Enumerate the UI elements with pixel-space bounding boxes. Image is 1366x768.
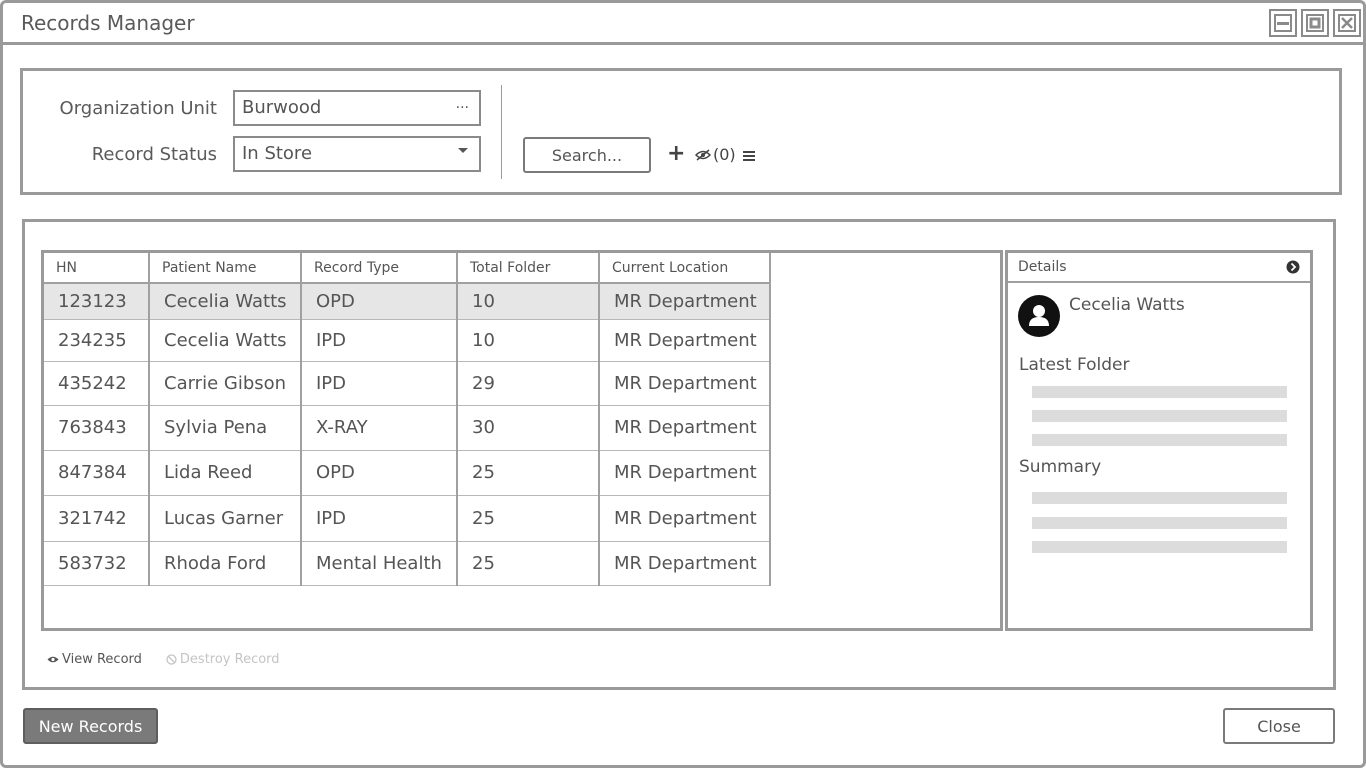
patient-name: Cecelia Watts [1069,295,1185,315]
records-table [44,253,771,586]
destroy-record-label: Destroy Record [179,652,280,667]
cell-patient-name: Cecelia Watts [149,319,301,361]
cell-record-type: IPD [301,319,457,361]
cell-hn: 583732 [44,541,149,585]
cell-record-type: X-RAY [301,405,457,450]
window-title: Records Manager [21,11,195,35]
table-row[interactable] [44,495,770,541]
table-row[interactable] [44,361,770,405]
record-actions [47,652,280,667]
view-record-button[interactable] [47,652,142,667]
eye-icon [47,655,59,664]
hidden-columns-toggle[interactable] [695,145,736,164]
window-controls [1269,9,1361,37]
table-row[interactable] [44,319,770,361]
record-status-value: In Store [242,143,313,164]
cell-record-type: OPD [301,450,457,495]
cell-current-location: MR Department [599,283,770,319]
cell-total-folder: 25 [457,495,599,541]
cell-total-folder: 25 [457,541,599,585]
destroy-record-button[interactable] [166,652,280,667]
cell-patient-name: Lucas Garner [149,495,301,541]
details-header [1008,253,1310,283]
close-button[interactable]: Close [1223,708,1335,744]
cell-patient-name: Sylvia Pena [149,405,301,450]
record-status-select[interactable] [233,136,481,172]
org-unit-field[interactable] [233,90,481,126]
browse-ellipsis-icon[interactable]: ··· [455,100,469,116]
filter-panel [20,68,1342,195]
details-panel [1005,250,1313,631]
cell-hn: 123123 [44,283,149,319]
summary-label: Summary [1019,457,1102,477]
column-header-hn[interactable]: HN [44,253,149,283]
chevron-right-circle-icon[interactable] [1286,260,1300,278]
cell-current-location: MR Department [599,361,770,405]
cell-record-type: IPD [301,361,457,405]
close-icon [1337,13,1357,33]
cell-record-type: OPD [301,283,457,319]
column-header-patient-name[interactable]: Patient Name [149,253,301,283]
cell-patient-name: Lida Reed [149,450,301,495]
cell-record-type: Mental Health [301,541,457,585]
column-header-current-location[interactable]: Current Location [599,253,770,283]
cell-current-location: MR Department [599,450,770,495]
cell-patient-name: Cecelia Watts [149,283,301,319]
cell-patient-name: Rhoda Ford [149,541,301,585]
eye-slash-icon [695,149,711,161]
cell-patient-name: Carrie Gibson [149,361,301,405]
latest-folder-label: Latest Folder [1019,355,1130,375]
cell-total-folder: 25 [457,450,599,495]
ban-icon [166,654,177,665]
minimize-button[interactable] [1269,9,1297,37]
menu-icon[interactable] [743,147,755,166]
cell-total-folder: 10 [457,319,599,361]
view-record-label: View Record [62,652,142,667]
placeholder-line [1032,386,1287,398]
details-title: Details [1018,259,1067,275]
user-icon [1018,295,1060,337]
cell-current-location: MR Department [599,319,770,361]
search-button[interactable]: Search... [523,137,651,173]
column-header-record-type[interactable]: Record Type [301,253,457,283]
maximize-icon [1305,13,1325,33]
cell-total-folder: 29 [457,361,599,405]
cell-hn: 234235 [44,319,149,361]
placeholder-line [1032,517,1287,529]
placeholder-line [1032,410,1287,422]
cell-hn: 435242 [44,361,149,405]
cell-current-location: MR Department [599,495,770,541]
records-panel [22,219,1336,690]
cell-hn: 763843 [44,405,149,450]
placeholder-line [1032,492,1287,504]
table-row[interactable] [44,450,770,495]
cell-record-type: IPD [301,495,457,541]
table-row[interactable] [44,541,770,585]
cell-total-folder: 30 [457,405,599,450]
cell-hn: 321742 [44,495,149,541]
table-row[interactable] [44,283,770,319]
chevron-down-icon [457,144,469,160]
avatar [1018,295,1060,337]
cell-hn: 847384 [44,450,149,495]
maximize-button[interactable] [1301,9,1329,37]
cell-current-location: MR Department [599,541,770,585]
org-unit-label: Organization Unit [59,98,217,119]
placeholder-line [1032,541,1287,553]
cell-total-folder: 10 [457,283,599,319]
org-unit-value: Burwood [242,97,322,118]
title-bar [3,3,1363,45]
close-window-button[interactable] [1333,9,1361,37]
add-icon[interactable]: + [667,141,686,166]
minimize-icon [1273,13,1293,33]
column-header-total-folder[interactable]: Total Folder [457,253,599,283]
filter-divider [501,85,502,179]
records-grid [41,250,1003,631]
table-header-row [44,253,770,283]
placeholder-line [1032,434,1287,446]
hidden-columns-count: (0) [713,145,736,164]
new-records-button[interactable]: New Records [23,708,158,744]
record-status-label: Record Status [91,144,217,165]
cell-current-location: MR Department [599,405,770,450]
table-row[interactable] [44,405,770,450]
